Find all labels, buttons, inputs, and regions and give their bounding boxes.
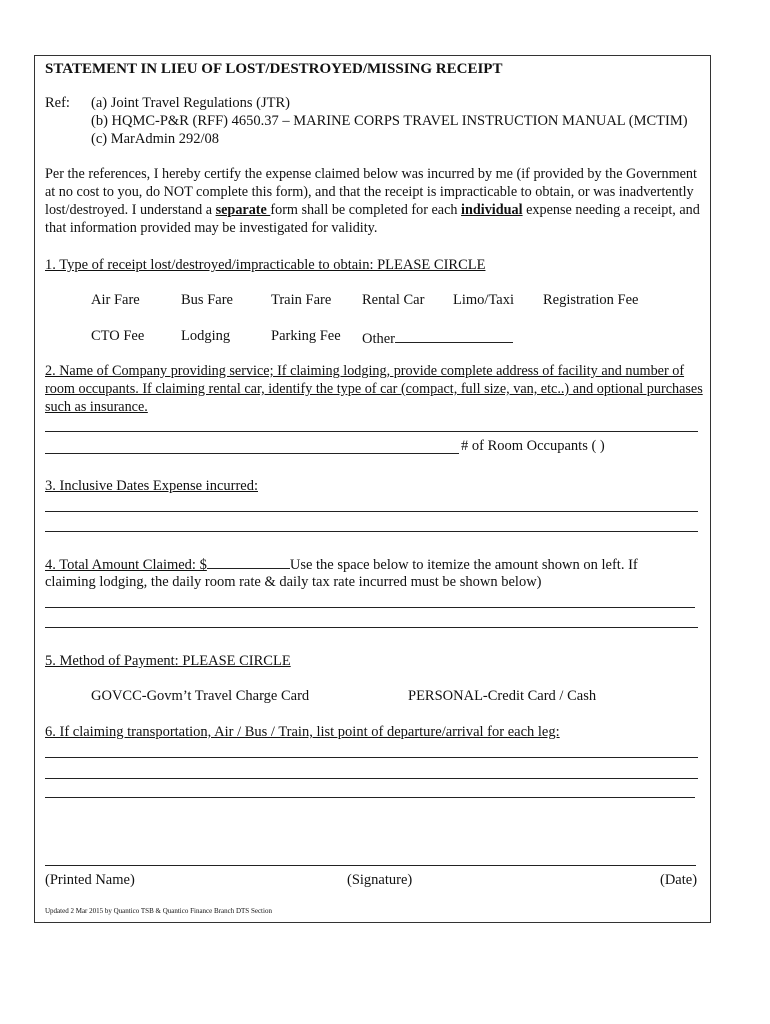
other-blank[interactable] — [395, 328, 513, 343]
itemize-line-2[interactable] — [45, 627, 698, 628]
company-line-1[interactable] — [45, 431, 698, 432]
transport-line-1[interactable] — [45, 757, 698, 758]
section1-heading: 1. Type of receipt lost/destroyed/impracticable to obtain: PLEASE CIRCLE — [45, 257, 486, 273]
option-rental-car[interactable]: Rental Car — [362, 292, 425, 308]
section4-line2: claiming lodging, the daily room rate & daily tax rate incurred must be shown below) — [45, 574, 542, 590]
separate-emphasis: separate — [215, 202, 271, 218]
ref-c: (c) MarAdmin 292/08 — [91, 131, 220, 147]
ref-label: Ref: — [45, 95, 70, 111]
dates-line-1[interactable] — [45, 511, 698, 512]
option-bus-fare[interactable]: Bus Fare — [181, 292, 233, 308]
itemize-line-1[interactable] — [45, 607, 695, 608]
option-govcc[interactable]: GOVCC-Govm’t Travel Charge Card — [91, 688, 310, 704]
footer-note: Updated 2 Mar 2015 by Quantico TSB & Quantico Finance Branch DTS Section — [45, 907, 272, 915]
section6-heading: 6. If claiming transportation, Air / Bus / Train, list point of departure/arrival for each leg: — [45, 724, 560, 740]
section3-heading: 3. Inclusive Dates Expense incurred: — [45, 478, 258, 494]
date-label: (Date) — [660, 872, 698, 888]
dates-line-2[interactable] — [45, 531, 698, 532]
individual-emphasis: individual — [461, 202, 523, 218]
printed-name-label: (Printed Name) — [45, 872, 135, 888]
section4-heading: 4. Total Amount Claimed: $ Use the space below to itemize the amount shown on left. If — [45, 557, 638, 573]
section2-heading: 2. Name of Company providing service; If claiming lodging, provide complete address of facility and number of room occupants. If claiming rental car, identify the type of car (compact, full size, van, etc..) and optional purchases such as insurance. — [45, 363, 703, 415]
ref-b: (b) HQMC-P&R (RFF) 4650.37 – MARINE CORPS TRAVEL INSTRUCTION MANUAL (MCTIM) — [91, 113, 688, 129]
transport-line-2[interactable] — [45, 778, 698, 779]
total-amount-blank[interactable] — [207, 556, 290, 569]
company-line-2[interactable] — [45, 453, 459, 454]
room-occupants-label: # of Room Occupants ( ) — [461, 438, 605, 454]
certification-paragraph: Per the references, I hereby certify the expense claimed below was incurred by me (if provided by the Government at no cost to you, do NOT complete this form), and that the receipt is impracticable to obtain, or was inadvertently lost/destroyed. I understand a separate form shall be completed for each individual expense needing a receipt, and that information provided may be investigated for validity. — [45, 166, 700, 236]
option-registration-fee[interactable]: Registration Fee — [543, 292, 639, 308]
signature-line[interactable] — [45, 865, 696, 866]
option-lodging[interactable]: Lodging — [181, 328, 231, 344]
option-air-fare[interactable]: Air Fare — [91, 292, 140, 308]
option-limo-taxi[interactable]: Limo/Taxi — [453, 292, 515, 308]
transport-line-3[interactable] — [45, 797, 695, 798]
ref-a: (a) Joint Travel Regulations (JTR) — [91, 95, 290, 111]
option-other[interactable]: Other — [362, 328, 513, 348]
option-cto-fee[interactable]: CTO Fee — [91, 328, 145, 344]
signature-label: (Signature) — [347, 872, 413, 888]
section5-heading: 5. Method of Payment: PLEASE CIRCLE — [45, 653, 291, 669]
option-personal[interactable]: PERSONAL-Credit Card / Cash — [408, 688, 597, 704]
option-train-fare[interactable]: Train Fare — [271, 292, 332, 308]
option-parking-fee[interactable]: Parking Fee — [271, 328, 341, 344]
form-title: STATEMENT IN LIEU OF LOST/DESTROYED/MISSING RECEIPT — [45, 61, 503, 77]
